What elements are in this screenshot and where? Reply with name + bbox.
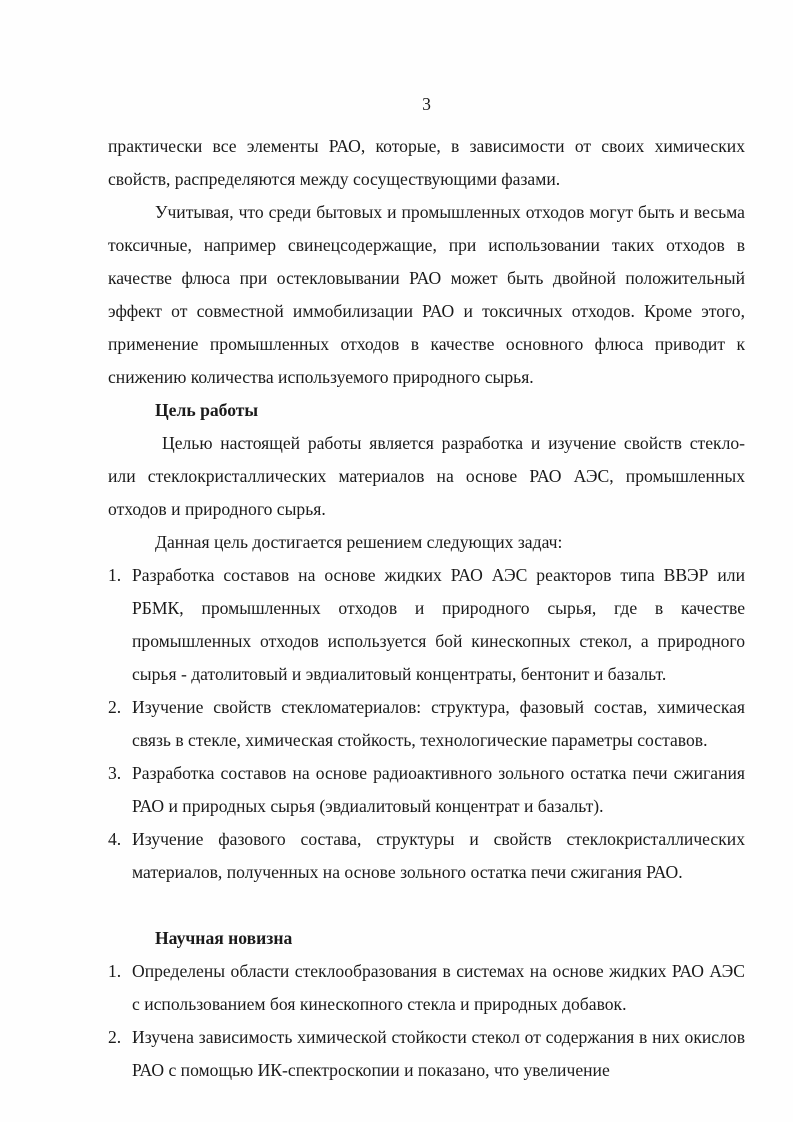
- list-item-text: Определены области стеклообразования в системах на основе жидких РАО АЭС с использованием боя кинескопного стекла и природных добавок.: [132, 961, 745, 1014]
- goal-paragraph: Целью настоящей работы является разработка и изучение свойств стекло- или стеклокристаллических материалов на основе РАО АЭС, промышленных отходов и природного сырья.: [108, 433, 745, 519]
- list-item: [108, 757, 745, 823]
- list-item: [108, 559, 745, 691]
- list-item: [108, 691, 745, 757]
- novelty-list: [108, 955, 745, 1087]
- list-item-number: 1.: [108, 961, 122, 981]
- intro-continued-paragraph: практически все элементы РАО, которые, в зависимости от своих химических свойств, распределяются между сосуществующими фазами.: [108, 136, 745, 189]
- tasks-list: [108, 559, 745, 889]
- list-item-text: Изучение свойств стекломатериалов: структура, фазовый состав, химическая связь в стекле, химическая стойкость, технологические параметры составов.: [132, 697, 745, 750]
- tasks-intro: Данная цель достигается решением следующих задач:: [155, 532, 563, 552]
- list-item: [108, 823, 745, 889]
- list-item-number: 3.: [108, 763, 122, 783]
- goal-heading: Цель работы: [155, 400, 259, 420]
- page-number: 3: [422, 94, 431, 114]
- list-item-number: 2.: [108, 1027, 122, 1047]
- list-item: [108, 955, 745, 1021]
- list-item-number: 2.: [108, 697, 122, 717]
- novelty-heading: Научная новизна: [155, 928, 293, 948]
- list-item-text: Изучение фазового состава, структуры и свойств стеклокристаллических материалов, полученных на основе зольного остатка печи сжигания РАО.: [132, 829, 745, 882]
- list-item-text: Изучена зависимость химической стойкости стекол от содержания в них окислов РАО с помощью ИК-спектроскопии и показано, что увеличение: [132, 1027, 745, 1080]
- waste-paragraph: Учитывая, что среди бытовых и промышленных отходов могут быть и весьма токсичные, например свинецсодержащие, при использовании таких отходов в качестве флюса при остекловывании РАО может быть двойной положительный эффект от совместной иммобилизации РАО и токсичных отходов. Кроме этого, применение промышленных отходов в качестве основного флюса приводит к снижению количества используемого природного сырья.: [108, 202, 745, 387]
- list-item-text: Разработка составов на основе радиоактивного зольного остатка печи сжигания РАО и природных сырья (эвдиалитовый концентрат и базальт).: [132, 763, 745, 816]
- list-item-number: 1.: [108, 565, 122, 585]
- list-item: [108, 1021, 745, 1087]
- list-item-text: Разработка составов на основе жидких РАО АЭС реакторов типа ВВЭР или РБМК, промышленных отходов и природного сырья, где в качестве промышленных отходов используется бой кинескопных стекол, а природного сырья - датолитовый и эвдиалитовый концентраты, бентонит и базальт.: [132, 565, 745, 684]
- list-item-number: 4.: [108, 829, 122, 849]
